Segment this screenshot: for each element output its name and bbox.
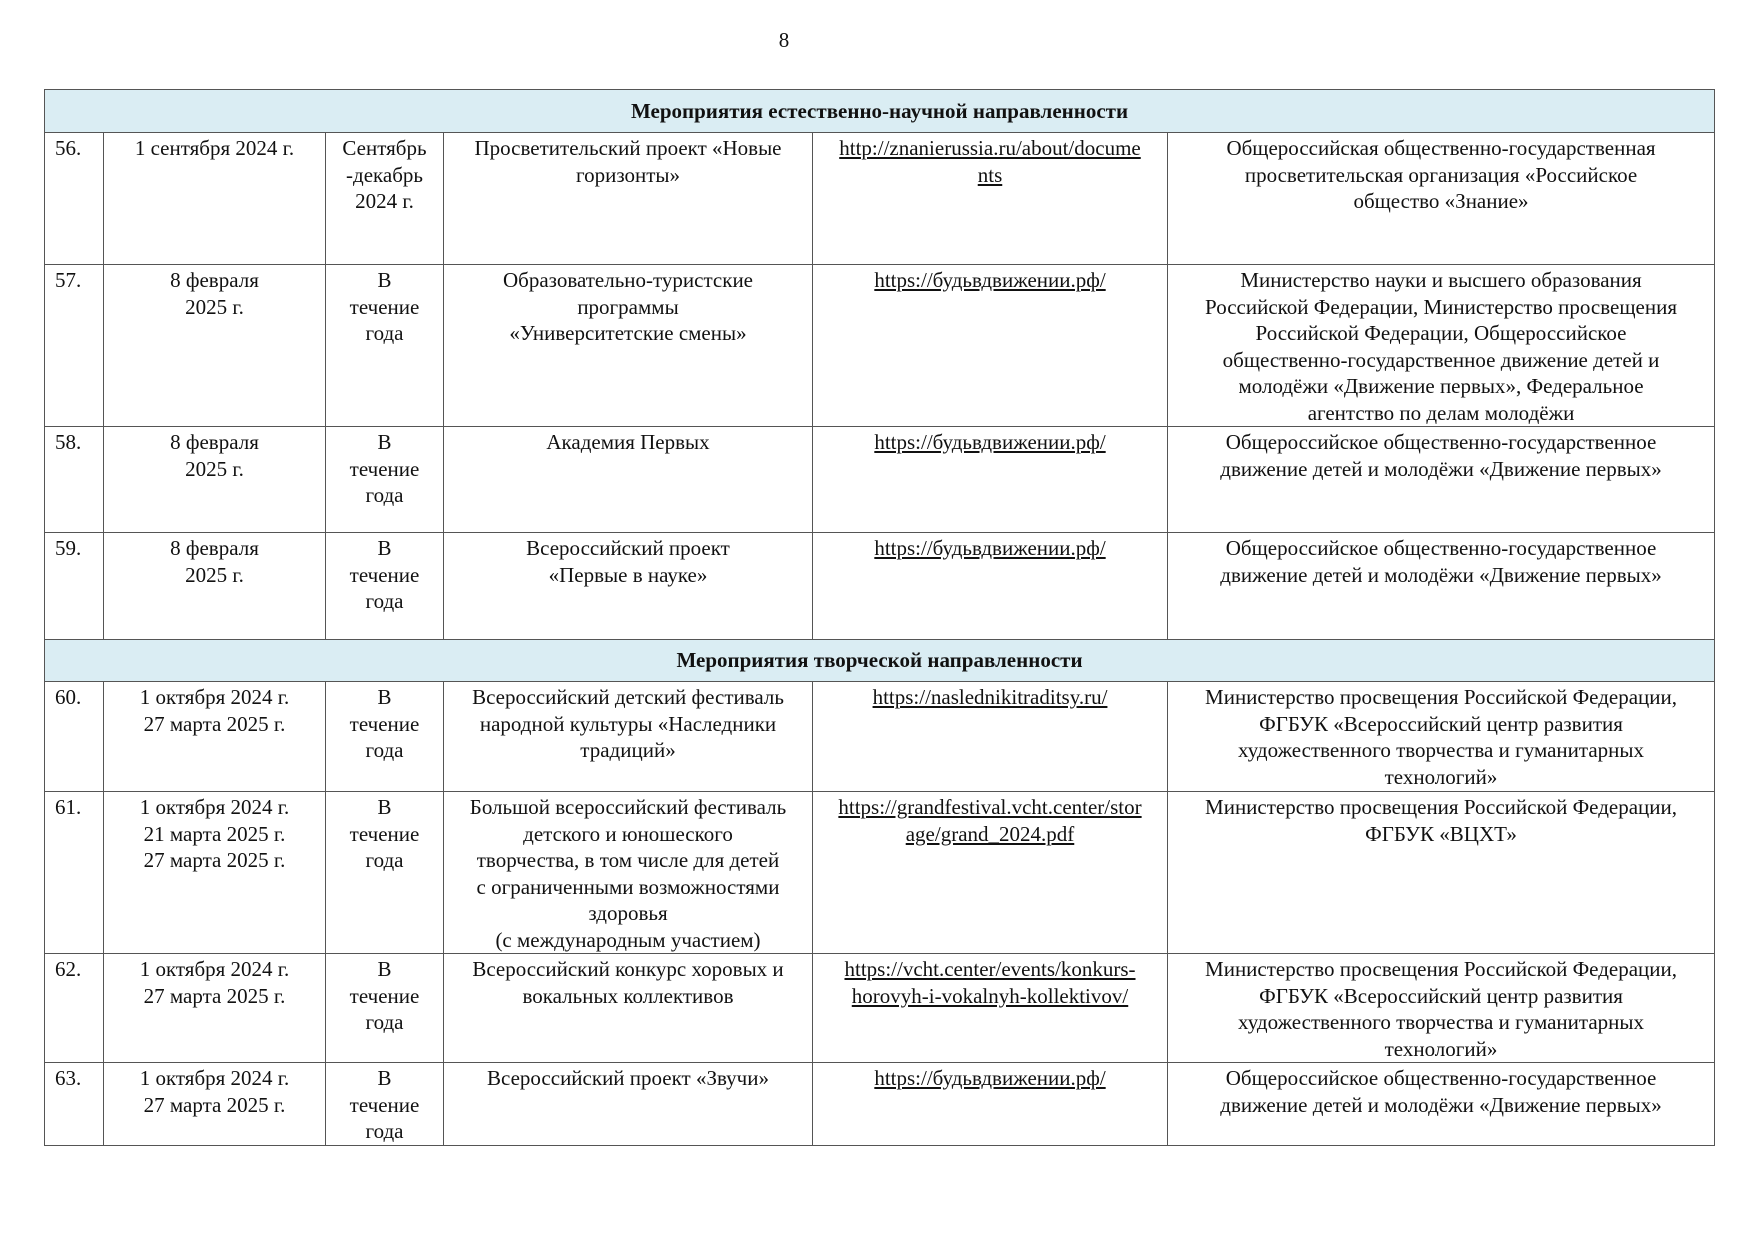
event-organizer: Министерство просвещения Российской Федерации, ФГБУК «Всероссийский центр развития художественного творчества и гуманитарных технологий» [1168,954,1715,1063]
event-date: 1 октября 2024 г. 27 марта 2025 г. [104,682,326,792]
row-number: 56. [45,133,104,265]
table-row [45,427,1715,533]
events-table [44,89,1715,1146]
event-name: Всероссийский проект «Звучи» [444,1063,813,1146]
row-number: 63. [45,1063,104,1146]
event-period: В течение года [326,682,444,792]
event-name: Просветительский проект «Новые горизонты» [444,133,813,265]
event-link[interactable]: https://naslednikitraditsy.ru/ [813,682,1168,792]
event-link[interactable]: https://будьвдвижении.рф/ [813,1063,1168,1146]
row-number: 61. [45,792,104,954]
event-period: В течение года [326,954,444,1063]
table-row [45,265,1715,427]
event-date: 1 октября 2024 г. 27 марта 2025 г. [104,1063,326,1146]
event-date: 1 октября 2024 г. 27 марта 2025 г. [104,954,326,1063]
event-name: Образовательно-туристские программы «Университетские смены» [444,265,813,427]
event-organizer: Министерство просвещения Российской Федерации, ФГБУК «Всероссийский центр развития художественного творчества и гуманитарных технологий» [1168,682,1715,792]
event-organizer: Министерство просвещения Российской Федерации, ФГБУК «ВЦХТ» [1168,792,1715,954]
event-name: Всероссийский детский фестиваль народной культуры «Наследники традиций» [444,682,813,792]
page-number: 8 [778,28,790,52]
event-date: 8 февраля 2025 г. [104,533,326,640]
event-organizer: Общероссийское общественно-государственное движение детей и молодёжи «Движение первых» [1168,427,1715,533]
event-period: В течение года [326,265,444,427]
event-organizer: Общероссийская общественно-государственная просветительская организация «Российское общество «Знание» [1168,133,1715,265]
table-row [45,682,1715,792]
event-period: В течение года [326,792,444,954]
table-row [45,533,1715,640]
event-date: 8 февраля 2025 г. [104,265,326,427]
event-date: 8 февраля 2025 г. [104,427,326,533]
section-title: Мероприятия творческой направленности [45,640,1715,682]
table-row [45,133,1715,265]
event-period: В течение года [326,533,444,640]
section-header-row [45,640,1715,682]
event-date: 1 октября 2024 г. 21 марта 2025 г. 27 марта 2025 г. [104,792,326,954]
event-name: Большой всероссийский фестиваль детского и юношеского творчества, в том числе для детей с ограниченными возможностями здоровья (с международным участием) [444,792,813,954]
section-title: Мероприятия естественно-научной направленности [45,90,1715,133]
table-row [45,954,1715,1063]
event-date: 1 сентября 2024 г. [104,133,326,265]
table-row [45,1063,1715,1146]
event-organizer: Общероссийское общественно-государственное движение детей и молодёжи «Движение первых» [1168,1063,1715,1146]
event-link[interactable]: https://будьвдвижении.рф/ [813,427,1168,533]
event-period: В течение года [326,427,444,533]
table-row [45,792,1715,954]
row-number: 59. [45,533,104,640]
event-name: Академия Первых [444,427,813,533]
event-name: Всероссийский проект «Первые в науке» [444,533,813,640]
event-organizer: Общероссийское общественно-государственное движение детей и молодёжи «Движение первых» [1168,533,1715,640]
event-link[interactable]: http://znanierussia.ru/about/docume nts [813,133,1168,265]
event-link[interactable]: https://vcht.center/events/konkurs- horovyh-i-vokalnyh-kollektivov/ [813,954,1168,1063]
row-number: 58. [45,427,104,533]
event-link[interactable]: https://будьвдвижении.рф/ [813,265,1168,427]
row-number: 57. [45,265,104,427]
event-link[interactable]: https://будьвдвижении.рф/ [813,533,1168,640]
row-number: 60. [45,682,104,792]
event-period: В течение года [326,1063,444,1146]
event-organizer: Министерство науки и высшего образования Российской Федерации, Министерство просвещения Российской Федерации, Общероссийское общественно-государственное движение детей и молодёжи «Движение первых», Федеральное агентство по делам молодёжи [1168,265,1715,427]
event-period: Сентябрь -декабрь 2024 г. [326,133,444,265]
event-link[interactable]: https://grandfestival.vcht.center/stor age/grand_2024.pdf [813,792,1168,954]
row-number: 62. [45,954,104,1063]
section-header-row [45,90,1715,133]
event-name: Всероссийский конкурс хоровых и вокальных коллективов [444,954,813,1063]
